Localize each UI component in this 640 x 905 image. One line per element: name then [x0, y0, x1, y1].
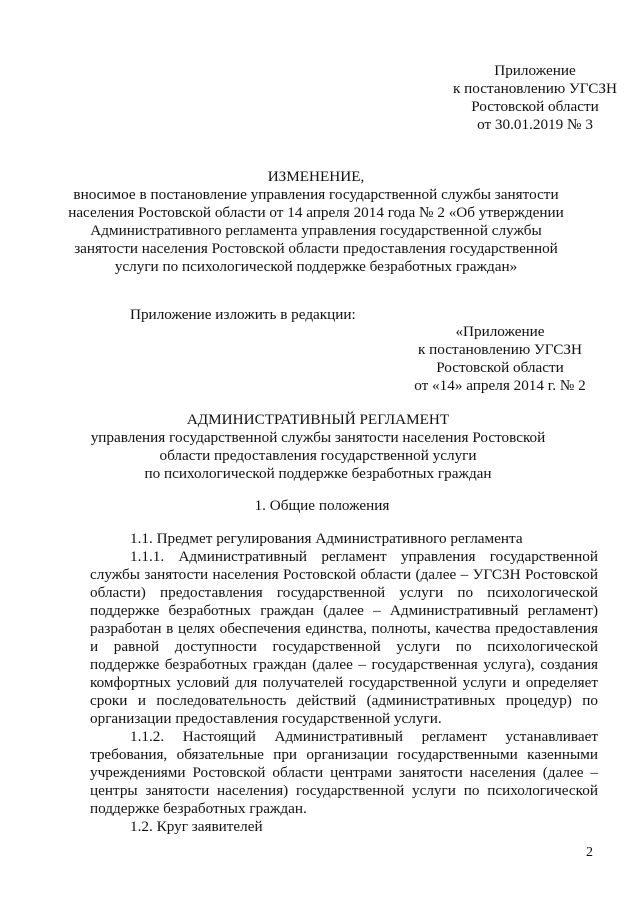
paragraph-1-1-1-line-4: поддержке безработных граждан (далее – Административный регламент): [90, 602, 598, 619]
reglament-line-2: области предоставления государственной услуги: [159, 447, 477, 464]
paragraph-1-1-1-line-1: 1.1.1. Административный регламент управления государственной: [130, 548, 598, 565]
change-line-3: Административного регламента управления государственной службы: [90, 222, 542, 239]
paragraph-1-1-2-line-2: требования, обязательные при организации государственными казенными: [90, 746, 598, 763]
change-line-2: населения Ростовской области от 14 апреля 2014 года № 2 «Об утверждении: [68, 204, 564, 221]
paragraph-1-1-1-line-9: сроки и последовательность действий (административных процедур) по: [90, 692, 598, 709]
page-number: 2: [586, 845, 593, 860]
reglament-title: АДМИНИСТРАТИВНЫЙ РЕГЛАМЕНТ: [186, 411, 450, 428]
header-line-3: Ростовской области: [471, 98, 599, 115]
paragraph-1-2: 1.2. Круг заявителей: [130, 818, 263, 835]
paragraph-1-1-1-line-5: разработан в целях обеспечения единства, полноты, качества предоставления: [90, 620, 598, 637]
paragraph-1-1-2-line-1: 1.1.2. Настоящий Административный регламент устанавливает: [130, 728, 598, 745]
paragraph-1-1-2-line-5: поддержке безработных граждан.: [90, 800, 307, 817]
intro-text: Приложение изложить в редакции:: [130, 306, 356, 323]
paragraph-1-1-2-line-4: центры занятости населения) государственной услуги по психологической: [90, 782, 598, 799]
change-title: ИЗМЕНЕНИЕ,: [267, 168, 365, 185]
header-line-2: к постановлению УГСЗН: [452, 80, 618, 97]
paragraph-1-1-2-line-3: учреждениями Ростовской области центрами занятости населения (далее –: [90, 764, 598, 781]
paragraph-1-1-1-line-8: комфортных условий для получателей государственной услуги и определяет: [90, 674, 598, 691]
header-line-1: Приложение: [494, 62, 576, 79]
paragraph-1-1-1-line-10: организации предоставления государственной услуги.: [90, 710, 442, 727]
reglament-line-3: по психологической поддержке безработных граждан: [144, 465, 492, 482]
paragraph-1-1: 1.1. Предмет регулирования Административного регламента: [130, 530, 523, 547]
reglament-line-1: управления государственной службы занятости населения Ростовской: [90, 429, 546, 446]
appendix-line-4: от «14» апреля 2014 г. № 2: [414, 377, 586, 394]
appendix-line-1: «Приложение: [455, 323, 545, 340]
paragraph-1-1-1-line-7: поддержке безработных граждан (далее – государственная услуга), создания: [90, 656, 598, 673]
header-line-4: от 30.01.2019 № 3: [477, 116, 593, 133]
change-line-5: услуги по психологической поддержке безработных граждан»: [114, 258, 518, 275]
change-line-1: вносимое в постановление управления государственной службы занятости: [73, 186, 559, 203]
appendix-line-2: к постановлению УГСЗН: [417, 341, 583, 358]
section-heading: 1. Общие положения: [254, 497, 390, 514]
paragraph-1-1-1-line-6: и равной доступности государственной услуги по психологической: [90, 638, 598, 655]
paragraph-1-1-1-line-3: области) предоставления государственной услуги по психологической: [90, 584, 598, 601]
paragraph-1-1-1-line-2: службы занятости населения Ростовской области (далее – УГСЗН Ростовской: [90, 566, 598, 583]
change-line-4: занятости населения Ростовской области предоставления государственной: [74, 240, 558, 257]
appendix-line-3: Ростовской области: [436, 359, 564, 376]
